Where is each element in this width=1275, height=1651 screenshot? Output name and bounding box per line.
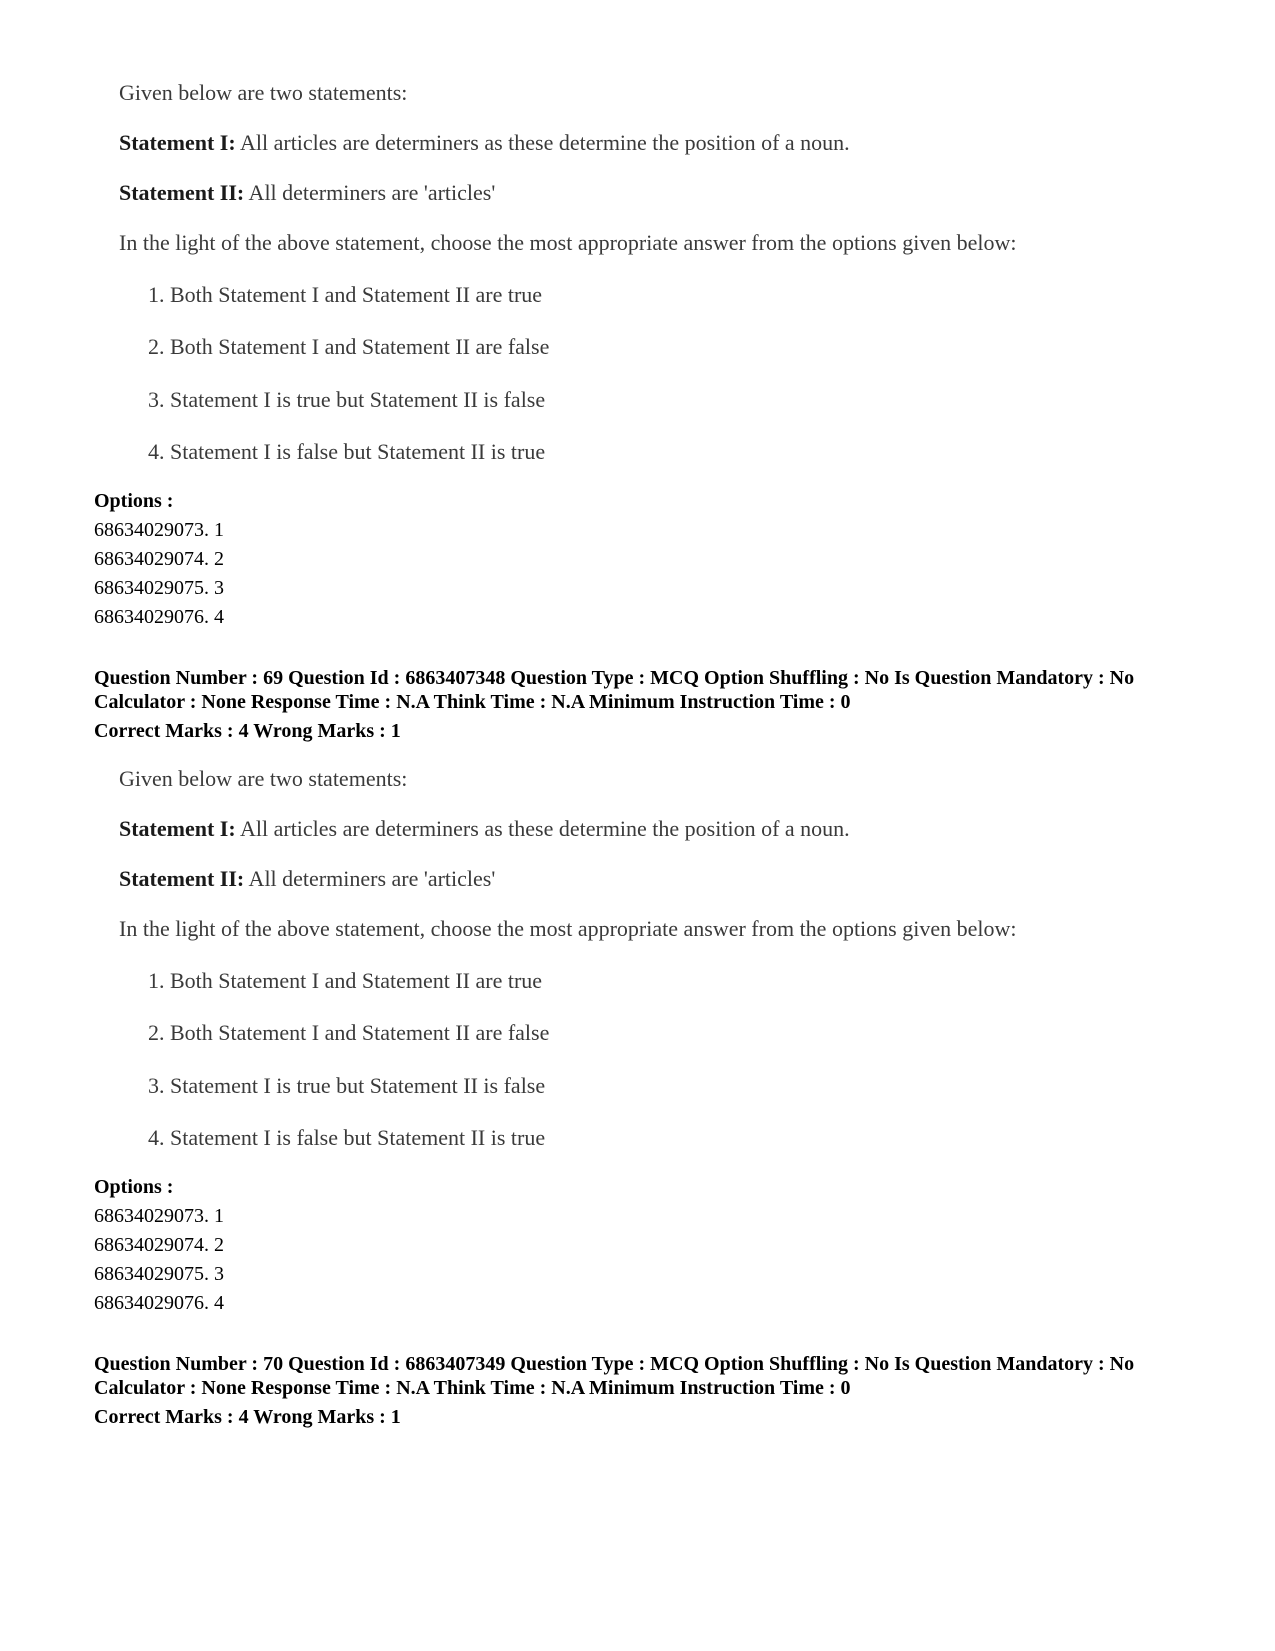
options-title: Options : — [94, 1176, 174, 1198]
choice-4: 4. Statement I is false but Statement II is true — [148, 439, 546, 464]
statement-1-label: Statement I: — [119, 816, 236, 841]
statement-2 — [119, 180, 495, 206]
choice-4: 4. Statement I is false but Statement II is true — [148, 1125, 546, 1150]
question-intro: Given below are two statements: — [119, 766, 408, 791]
option-item: 68634029076. 4 — [94, 606, 224, 628]
choice-2: 2. Both Statement I and Statement II are false — [148, 334, 550, 359]
question-prompt: In the light of the above statement, choose the most appropriate answer from the options given below: — [119, 230, 1017, 255]
options-list-69 — [94, 1173, 224, 1318]
option-item: 68634029073. 1 — [94, 1205, 224, 1227]
question-marks: Correct Marks : 4 Wrong Marks : 1 — [94, 720, 401, 742]
question-meta: Question Number : 69 Question Id : 6863407348 Question Type : MCQ Option Shuffling : No Is Question Mandatory : No Calculator : None Response Time : N.A Think Time : N.A Minimum Instruction Time : 0 — [94, 667, 1135, 713]
option-item: 68634029074. 2 — [94, 548, 224, 570]
option-item: 68634029076. 4 — [94, 1292, 224, 1314]
statement-2-label: Statement II: — [119, 180, 245, 205]
statement-1 — [119, 816, 850, 842]
choice-3: 3. Statement I is true but Statement II is false — [148, 387, 546, 412]
statement-2-label: Statement II: — [119, 866, 245, 891]
statement-2 — [119, 866, 495, 892]
statement-1-text: All articles are determiners as these determine the position of a noun. — [235, 130, 850, 155]
question-header-70 — [94, 1352, 1214, 1429]
question-marks: Correct Marks : 4 Wrong Marks : 1 — [94, 1406, 401, 1428]
statement-2-text: All determiners are 'articles' — [244, 180, 496, 205]
choice-3: 3. Statement I is true but Statement II is false — [148, 1073, 546, 1098]
question-prompt: In the light of the above statement, choose the most appropriate answer from the options given below: — [119, 916, 1017, 941]
option-item: 68634029075. 3 — [94, 1263, 224, 1285]
options-title: Options : — [94, 490, 174, 512]
statement-1-text: All articles are determiners as these determine the position of a noun. — [235, 816, 850, 841]
question-intro: Given below are two statements: — [119, 80, 408, 105]
statement-2-text: All determiners are 'articles' — [244, 866, 496, 891]
statement-1-label: Statement I: — [119, 130, 236, 155]
choice-2: 2. Both Statement I and Statement II are false — [148, 1020, 550, 1045]
option-item: 68634029074. 2 — [94, 1234, 224, 1256]
choice-1: 1. Both Statement I and Statement II are true — [148, 282, 543, 307]
choice-1: 1. Both Statement I and Statement II are true — [148, 968, 543, 993]
option-item: 68634029073. 1 — [94, 519, 224, 541]
statement-1 — [119, 130, 850, 156]
option-item: 68634029075. 3 — [94, 577, 224, 599]
options-list-68 — [94, 487, 224, 632]
question-meta: Question Number : 70 Question Id : 6863407349 Question Type : MCQ Option Shuffling : No Is Question Mandatory : No Calculator : None Response Time : N.A Think Time : N.A Minimum Instruction Time : 0 — [94, 1353, 1135, 1399]
question-header-69 — [94, 666, 1214, 743]
